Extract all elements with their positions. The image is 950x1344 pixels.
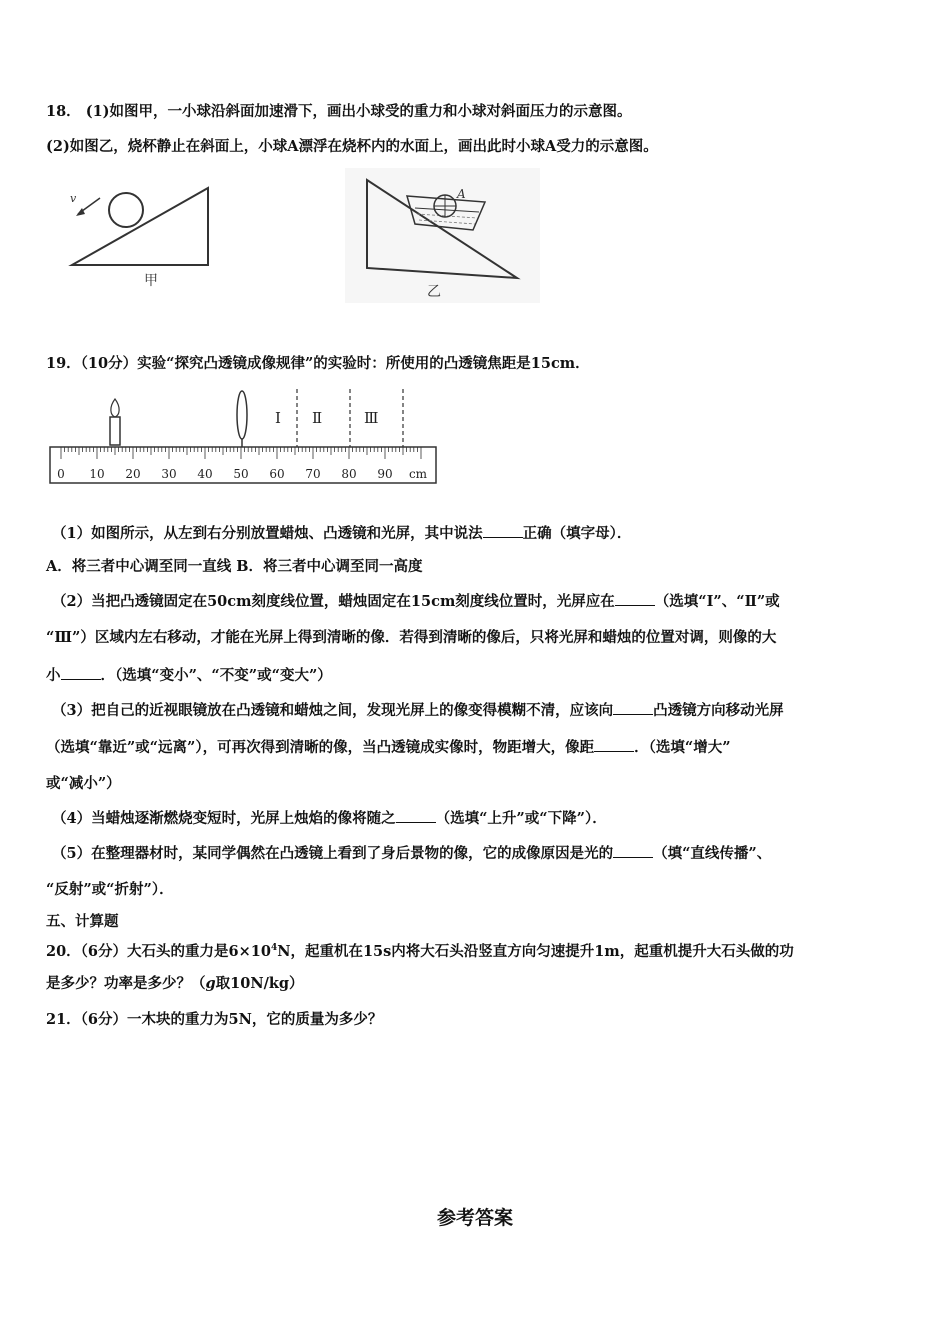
ruler-tick-label: 70 [305,467,321,481]
ruler-tick-label: 40 [197,467,213,481]
ruler-tick-label: 90 [377,467,393,481]
ruler-tick-label: 60 [269,467,285,481]
q19-intro: 19．（10分）实验“探究凸透镜成像规律”的实验时：所使用的凸透镜焦距是15cm． [46,355,590,372]
section-title: 五、计算题 [46,913,119,930]
ruler-tick-label: 10 [89,467,105,481]
ruler-tick-label: 30 [161,467,177,481]
q19-p4: （4）当蜡烛逐渐燃烧变短时，光屏上烛焰的像将随之 （选填“上升”或“下降”）． [52,810,607,827]
answers-heading: 参考答案 [436,1207,513,1229]
q19-p1: （1）如图所示，从左到右分别放置蜡烛、凸透镜和光屏，其中说法 正确（填字母）． [52,525,632,542]
answer-blank[interactable] [615,591,655,606]
region-label-3: Ⅲ [364,409,379,427]
answer-blank[interactable] [483,523,523,538]
region-label-1: Ⅰ [275,409,281,427]
q19-p3a: （3）把自己的近视眼镜放在凸透镜和蜡烛之间，发现光屏上的像变得模糊不清，应该向 凸透镜方向移动光屏 [52,702,784,719]
ruler-tick-label: 20 [125,467,141,481]
q19-p1-options: A．将三者中心调至同一直线 B．将三者中心调至同一高度 [46,558,423,575]
candle [110,417,120,445]
q18-line1: 18． (1)如图甲，一小球沿斜面加速滑下，画出小球受的重力和小球对斜面压力的示意图。 [46,103,632,120]
q19-p2a: （2）当把凸透镜固定在50cm刻度线位置，蜡烛固定在15cm刻度线位置时，光屏应在 （选填“Ⅰ”、“Ⅱ”或 [52,593,780,610]
ruler-tick-label: 0 [57,467,65,481]
q19-p2c: 小 ．（选填“变小”、“不变”或“变大”） [46,667,332,684]
optical-bench-figure [46,385,441,487]
figure-yi-label: 乙 [427,284,441,300]
answer-blank[interactable] [613,700,653,715]
candle-flame [111,399,119,417]
answer-blank[interactable] [613,843,653,858]
q19-p3b: （选填“靠近”或“远离”），可再次得到清晰的像，当凸透镜成实像时，物距增大，像距 ．（选填“增大” [46,739,731,756]
ruler-tick-label: 50 [233,467,249,481]
velocity-label: v [70,192,77,205]
q20-line1: 20．（6分）大石头的重力是$6\times 10^4N$，起重机在15s内将大石头沿竖直方向匀速提升1m，起重机提升大石头做的功 [46,942,794,960]
q21-line1: 21．（6分）一木块的重力为5N，它的质量为多少？ [46,1011,383,1028]
figure-jia [60,170,260,295]
answer-blank[interactable] [396,808,436,823]
figure-yi [345,168,540,303]
ruler-tick-label: 80 [341,467,357,481]
q19-p5a: （5）在整理器材时，某同学偶然在凸透镜上看到了身后景物的像，它的成像原因是光的 （填“直线传播”、 [52,845,772,862]
ball-a-label: A [457,187,466,201]
region-label-2: Ⅱ [312,409,323,427]
q18-line2: (2)如图乙，烧杯静止在斜面上，小球A漂浮在烧杯内的水面上，画出此时小球A受力的示意图。 [46,138,658,155]
figure-jia-label: 甲 [144,273,158,289]
q19-p5b: “反射”或“折射”）． [46,881,174,898]
ruler-unit: cm [408,467,428,481]
answer-blank[interactable] [61,665,101,680]
q20-line2: 是多少？功率是多少？（g取10N/kg） [46,975,304,992]
q19-p3c: 或“减小”） [46,775,121,792]
answer-blank[interactable] [594,737,634,752]
convex-lens [237,391,247,439]
q19-p2b: “Ⅲ”）区域内左右移动，才能在光屏上得到清晰的像．若得到清晰的像后，只将光屏和蜡烛的位置对调，则像的大 [46,629,777,646]
